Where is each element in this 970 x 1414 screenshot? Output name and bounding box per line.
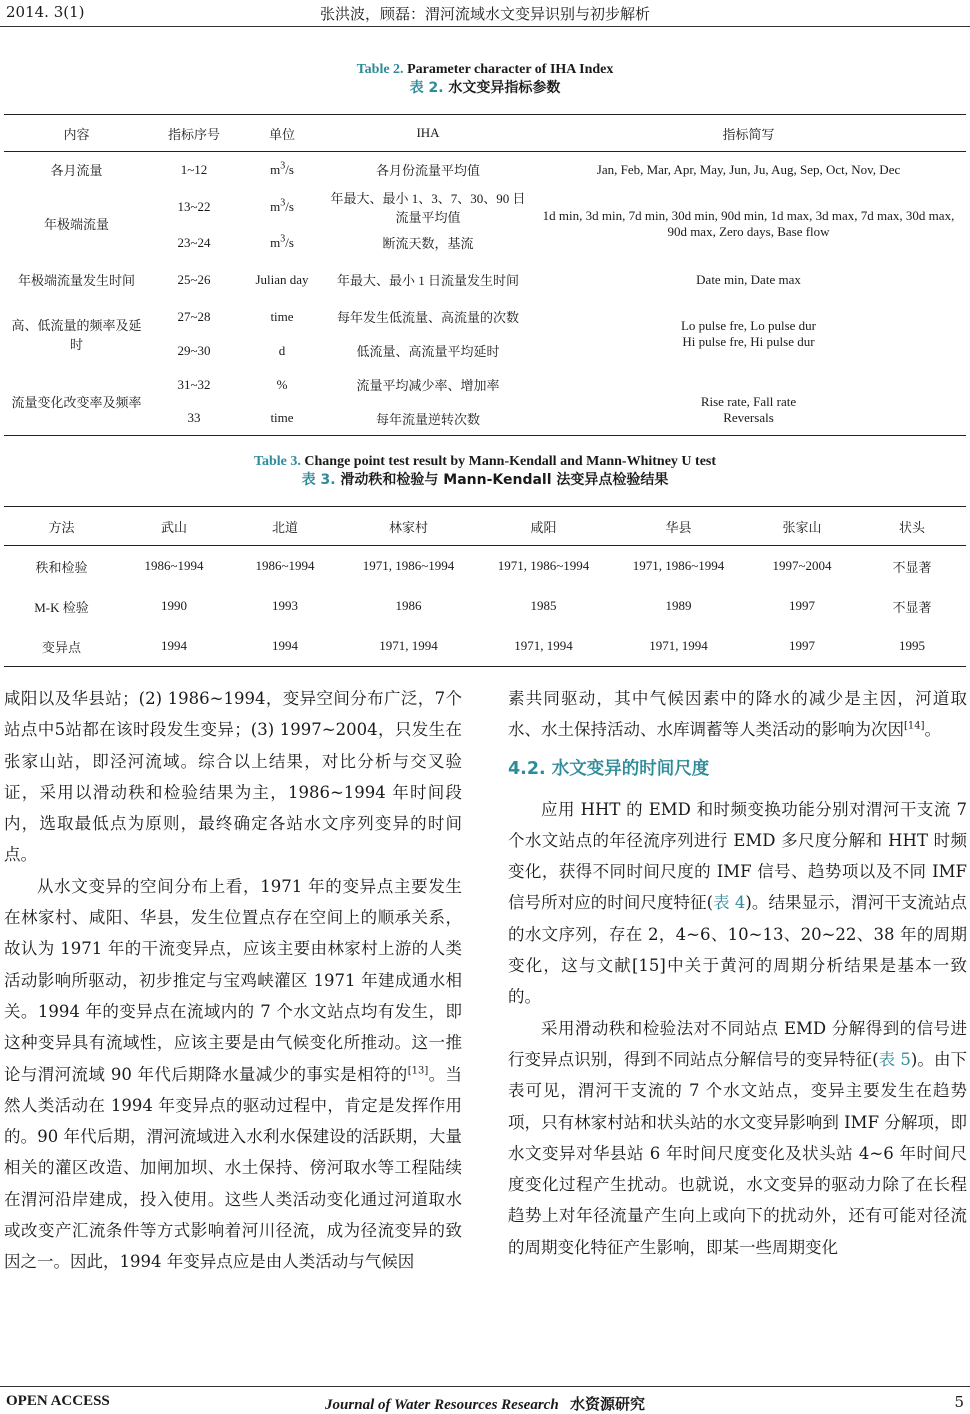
table3-title-zh: 滑动秩和检验与 Mann-Kendall 法变异点检验结果 <box>340 472 669 488</box>
right-column <box>508 683 967 1263</box>
table-cell: 1997~2004 <box>772 558 832 573</box>
running-title: 张洪波，顾磊：渭河流域水文变异识别与初步解析 <box>319 5 650 23</box>
table-cell: 每年流量逆转次数 <box>375 411 480 427</box>
table-cell: 1~12 <box>180 161 208 177</box>
paragraph-text: )。由下表可见，渭河干支流的 7 个水文站点，变异主要发生在趋势项，只有林家村站和状头站的水文变异影响到 IMF 分解项，即水文变异对华县站 6 年时间尺度变化及状头站 4~6 年时间尺度变化过程产生扰动。也就说，水文变异的驱动力除了在长程趋势上对年径流量产生向上或向下的扰动外，还有可能对径流的周期变化特征产生影响，即某一些周期变化 <box>508 1049 968 1257</box>
t2-header-content: 内容 <box>4 115 149 152</box>
table-cell: Julian day <box>255 271 309 287</box>
table-cell: 1995 <box>899 638 925 653</box>
page-number: 5 <box>954 1393 964 1411</box>
table-cell: $m^3/s$ <box>270 233 294 250</box>
table-cell: 流量变化改变率及频率 <box>11 394 142 410</box>
citation: [13] <box>407 1065 429 1077</box>
table4-link[interactable]: 表 4 <box>713 893 746 913</box>
table2-caption <box>0 60 970 98</box>
table-cell: 1971, 1994 <box>379 638 438 653</box>
paragraph-text: 采用滑动秩和检验法对不同站点 EMD 分解得到的信号进行变异点识别，得到不同站点分解信号的变异特征( <box>508 1018 967 1069</box>
abbr-line: Reversals <box>723 410 774 426</box>
paragraph-text: 。 <box>924 720 942 740</box>
table-cell: 1971, 1986~1994 <box>632 558 725 573</box>
table-cell: 各月份流量平均值 <box>375 163 480 179</box>
table3-label-zh: 表 3. <box>301 472 336 488</box>
table-row <box>4 152 966 188</box>
table3-caption <box>0 452 970 490</box>
paragraph <box>508 794 967 1013</box>
t3-header-station: 林家村 <box>341 507 476 546</box>
paragraph-text: 应用 HHT 的 EMD 和时频变换功能分别对渭河干支流 7 个水文站点的年径流序列进行 EMD 多尺度分解和 HHT 时频变化，获得不同时间尺度的 IMF 信号、趋势项以及不同 IMF 信号所对应的时间尺度特征( <box>508 799 967 913</box>
table-cell: 各月流量 <box>50 163 103 179</box>
table-cell: 27~28 <box>177 308 211 324</box>
table2-label-zh: 表 2. <box>409 80 444 96</box>
table-cell: M-K 检验 <box>34 599 89 615</box>
table-cell: 1997 <box>789 598 815 613</box>
paragraph <box>4 871 462 1278</box>
journal-name-en: Journal of Water Resources Research <box>325 1397 559 1413</box>
table-cell: 29~30 <box>177 342 211 358</box>
section-heading: 4.2. 水文变异的时间尺度 <box>508 758 710 779</box>
table2-title-zh: 水文变异指标参数 <box>448 80 561 96</box>
table-row <box>4 626 966 667</box>
table-cell: 1d min, 3d min, 7d min, 30d min, 90d min, 1d max, 3d max, 7d max, 30d max, 90d max, Zero days, Base flow <box>542 207 955 239</box>
t3-header-station: 北道 <box>229 507 341 546</box>
t3-header-method: 方法 <box>4 507 119 546</box>
open-access-label: OPEN ACCESS <box>6 1393 110 1409</box>
table-cell <box>531 368 966 436</box>
table-cell: 1994 <box>161 638 187 653</box>
table-cell: 变异点 <box>41 639 81 655</box>
table-cell: 13~22 <box>177 198 211 214</box>
table-cell: 1971, 1994 <box>514 638 573 653</box>
left-column <box>4 683 462 1278</box>
table-cell: 1993 <box>272 598 298 613</box>
paragraph-text: 素共同驱动，其中气候因素中的降水的减少是主因，河道取水、水土保持活动、水库调蓄等人类活动的影响为次因 <box>508 689 967 740</box>
table-cell: 1994 <box>272 638 298 653</box>
table-row <box>4 546 966 587</box>
page-footer <box>0 1386 970 1414</box>
table-cell: 23~24 <box>177 234 211 250</box>
table-row <box>4 260 966 300</box>
table-cell: 每年发生低流量、高流量的次数 <box>336 310 519 325</box>
table-cell: 25~26 <box>177 271 211 287</box>
journal-name-zh: 水资源研究 <box>569 1395 645 1413</box>
table-cell: 1989 <box>665 598 692 613</box>
abbr-line: Lo pulse fre, Lo pulse dur <box>680 317 817 333</box>
table-cell: 不显著 <box>892 559 932 575</box>
table-cell: 年极端流量 <box>43 217 109 232</box>
table-row <box>4 368 966 402</box>
table-cell: Jan, Feb, Mar, Apr, May, Jun, Ju, Aug, Sep, Oct, Nov, Dec <box>596 161 901 177</box>
paragraph <box>508 1013 967 1263</box>
table-cell: 流量平均减少率、增加率 <box>356 378 500 393</box>
paragraph-text: )。结果显示，渭河干支流站点的水文序列，存在 2，4~6、10~13、20~22、38 年的周期变化，这与文献[15]中关于黄河的周期分析结果是基本一致的。 <box>508 893 967 1007</box>
t3-header-station: 张家山 <box>746 507 858 546</box>
paragraph: 咸阳以及华县站；(2) 1986~1994，变异空间分布广泛，7个站点中5站都在该时段发生变异；(3) 1997~2004，只发生在张家山站，即泾河流域。综合以上结果，对比分析与交叉验证，采用以滑动秩和检验结果为主，1986~1994 年时间段内，选取最低点为原则，最终确定各站水文序列变异的时间点。 <box>4 689 462 865</box>
table-cell: 断流天数，基流 <box>382 236 474 251</box>
table-cell: 1986~1994 <box>144 558 204 573</box>
table2 <box>4 114 966 436</box>
table-cell: 秩和检验 <box>35 559 88 575</box>
abbr-line: Rise rate, Fall rate <box>700 394 797 410</box>
table-cell: 1986~1994 <box>255 558 315 573</box>
table-row <box>4 188 966 226</box>
table-cell: 1971, 1994 <box>649 638 708 653</box>
table-cell: time <box>270 308 294 324</box>
table-cell: 年极端流量发生时间 <box>17 273 135 288</box>
table-cell: 年最大、最小 1、3、7、30、90 日流量平均值 <box>330 190 526 225</box>
t3-header-station: 咸阳 <box>476 507 611 546</box>
table-row <box>4 300 966 334</box>
page-header <box>0 0 970 27</box>
table-cell: 31~32 <box>177 376 211 392</box>
table-cell: 低流量、高流量平均延时 <box>356 344 500 359</box>
t2-header-unit: 单位 <box>239 115 325 152</box>
table-cell: 33 <box>187 410 201 426</box>
table-cell: Date min, Date max <box>696 271 801 287</box>
t2-header-iha: IHA <box>325 115 531 152</box>
table-cell: $m^3/s$ <box>270 197 294 214</box>
table3-label-en: Table 3. <box>253 454 301 469</box>
abbr-line: Hi pulse fre, Hi pulse dur <box>682 333 815 349</box>
table-cell: 高、低流量的频率及延时 <box>11 317 142 352</box>
t3-header-station: 武山 <box>119 507 229 546</box>
table3-title-en: Change point test result by Mann-Kendall and Mann-Whitney U test <box>304 454 717 469</box>
table-cell: $m^3/s$ <box>270 160 294 177</box>
t3-header-station: 华县 <box>611 507 746 546</box>
table-cell: 年最大、最小 1 日流量发生时间 <box>336 273 519 288</box>
table5-link[interactable]: 表 5 <box>878 1049 911 1069</box>
table-cell: 1971, 1986~1994 <box>497 558 590 573</box>
paragraph-text: 从水文变异的空间分布上看，1971 年的变异点主要发生在林家村、咸阳、华县，发生位置点存在空间上的顺承关系，故认为 1971 年的干流变异点，应该主要由林家村上游的人类活动影响所驱动，初步推定与宝鸡峡灌区 1971 年建成通水相关。1994 年的变异点在流域内的 7 个水文站点均有发生，即这种变异具有流域性，应该主要是由气候变化所推动。这一推论与渭河流域 90 年代后期降水量减少的事实是相符的 <box>4 876 462 1084</box>
issue-number: 2014. 3(1) <box>6 3 85 21</box>
table-cell: % <box>276 376 288 392</box>
table-cell: 1971, 1986~1994 <box>362 558 455 573</box>
paragraph-text: 。当然人类活动在 1994 年变异点的驱动过程中，肯定是发挥作用的。90 年代后期，渭河流域进入水利水保建设的活跃期，大量相关的灌区改造、加闸加坝、水土保持、傍河取水等工程陆续在渭河沿岸建成，投入使用。这些人类活动变化通过河道取水或改变产汇流条件等方式影响着河川径流，成为径流变异的致因之一。因此，1994 年变异点应是由人类活动与气候因 <box>4 1064 462 1272</box>
table-row <box>4 586 966 626</box>
table2-label-en: Table 2. <box>356 62 404 77</box>
t2-header-abbr: 指标简写 <box>531 115 966 152</box>
table2-title-en: Parameter character of IHA Index <box>407 62 614 77</box>
table-cell <box>531 300 966 368</box>
table-cell: 不显著 <box>892 599 932 615</box>
table-cell: 1986 <box>395 598 422 613</box>
table-cell: time <box>270 410 294 426</box>
citation: [14] <box>904 720 925 732</box>
table-cell: d <box>278 342 286 358</box>
table-cell: 1985 <box>530 598 557 613</box>
table-cell: 1997 <box>789 638 815 653</box>
table3 <box>4 506 966 667</box>
table-cell: 1990 <box>161 598 187 613</box>
t2-header-index: 指标序号 <box>149 115 239 152</box>
t3-header-station: 状头 <box>858 507 966 546</box>
paragraph <box>508 683 967 746</box>
journal-name <box>0 1393 970 1414</box>
